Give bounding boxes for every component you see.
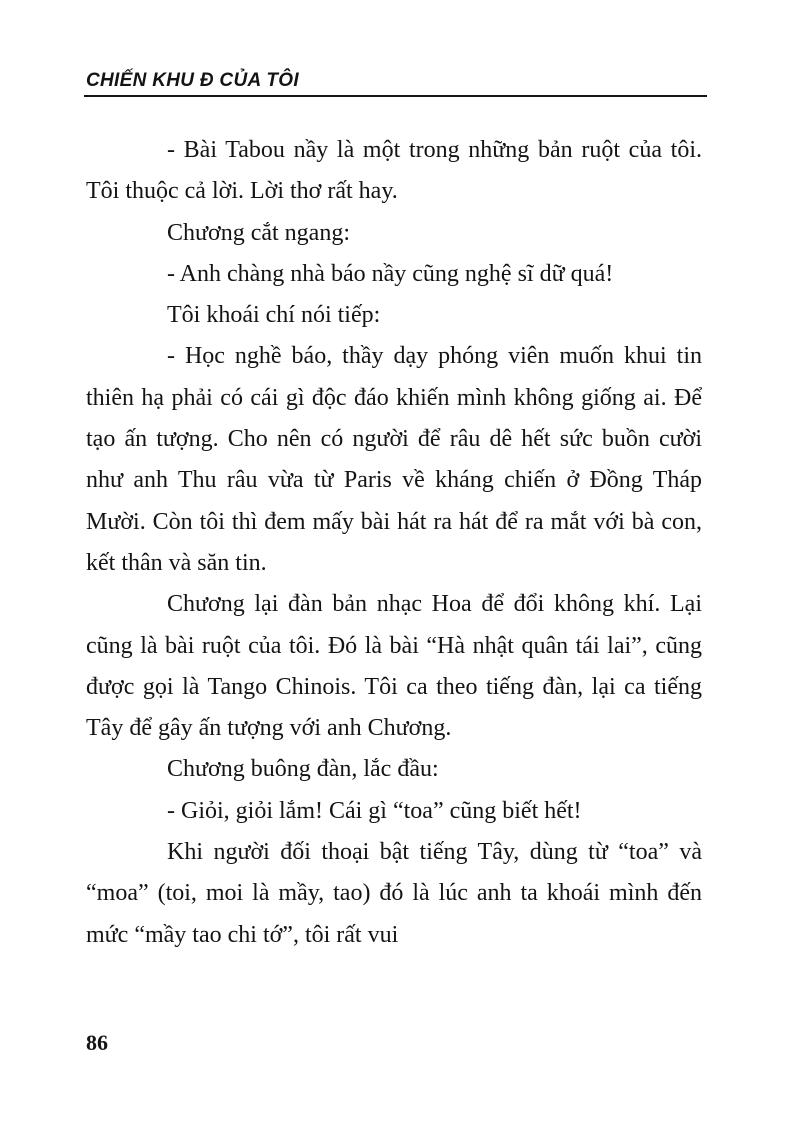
- paragraph: - Giỏi, giỏi lắm! Cái gì “toa” cũng biết hết!: [167, 797, 582, 824]
- paragraph: - Học nghề báo, thầy dạy phóng viên muốn khui tin thiên hạ phải có cái gì độc đáo khiến mình không giống ai. Để tạo ấn tượng. Cho nên có người để râu dê hết sức buồn cười như anh Thu râu vừa từ Paris về kháng chiến ở Đồng Tháp Mười. Còn tôi thì đem mấy bài hát ra hát để ra mắt với bà con, kết thân và săn tin.: [86, 343, 702, 576]
- paragraph: Khi người đối thoại bật tiếng Tây, dùng từ “toa” và “moa” (toi, moi là mầy, tao) đó là lúc anh ta khoái mình đến mức “mầy tao chi tớ”, tôi rất vui: [86, 839, 702, 948]
- paragraph: Chương buông đàn, lắc đầu:: [167, 756, 439, 783]
- paragraph: - Bài Tabou nầy là một trong những bản ruột của tôi. Tôi thuộc cả lời. Lời thơ rất hay.: [86, 137, 702, 205]
- paragraph: Chương lại đàn bản nhạc Hoa để đổi không khí. Lại cũng là bài ruột của tôi. Đó là bài “Hà nhật quân tái lai”, cũng được gọi là Tango Chinois. Tôi ca theo tiếng đàn, lại ca tiếng Tây để gây ấn tượng với anh Chương.: [86, 591, 702, 742]
- body-text: [86, 130, 702, 956]
- header-rule: [84, 95, 707, 97]
- paragraph: Chương cắt ngang:: [167, 219, 350, 246]
- running-header-title: CHIẾN KHU Đ CỦA TÔI: [86, 70, 299, 91]
- paragraph: Tôi khoái chí nói tiếp:: [167, 302, 381, 329]
- page-number: 86: [86, 1030, 108, 1055]
- paragraph: - Anh chàng nhà báo nầy cũng nghệ sĩ dữ quá!: [167, 260, 614, 287]
